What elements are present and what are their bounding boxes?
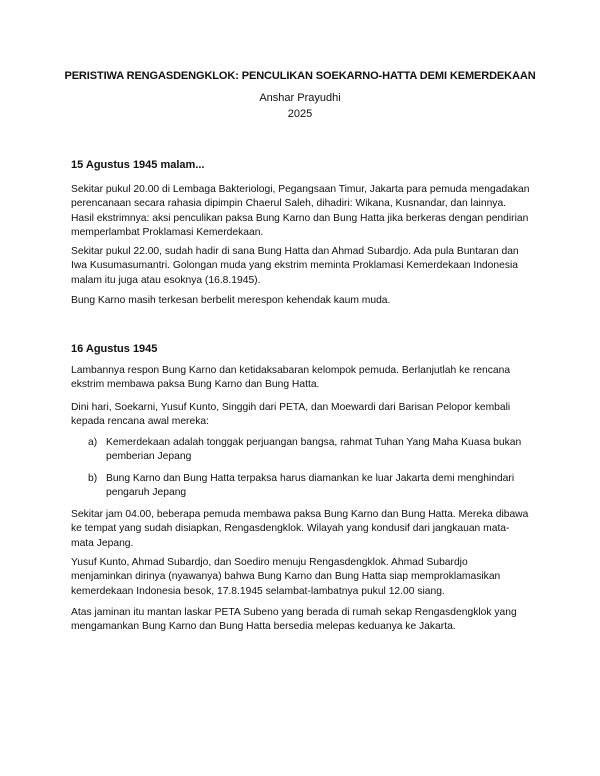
paragraph: Bung Karno masih terkesan berbelit merespon kehendak kaum muda. bbox=[71, 295, 391, 306]
list-marker: b) bbox=[88, 473, 98, 484]
list-item bbox=[88, 436, 528, 465]
paragraph: Dini hari, Soekarni, Yusuf Kunto, Singgih dari PETA, dan Moewardi dari Barisan Pelopor kembali kepada rencana awal mereka: bbox=[71, 402, 511, 428]
paragraph: Sekitar pukul 22.00, sudah hadir di sana Bung Hatta dan Ahmad Subardjo. Ada pula Buntaran dan Iwa Kusumasumantri. Golongan muda yang ekstrim meminta Proklamasi Kemerdekaan Indonesia malam itu juga atau esoknya (16.8.1945). bbox=[71, 246, 519, 286]
list-item bbox=[88, 472, 528, 501]
list-item-text: Bung Karno dan Bung Hatta terpaksa harus diamankan ke luar Jakarta demi menghindari pengaruh Jepang bbox=[106, 473, 515, 499]
list-marker: a) bbox=[88, 437, 98, 448]
paragraph: Yusuf Kunto, Ahmad Subardjo, dan Soediro menuju Rengasdengklok. Ahmad Subardjo menjaminkan dirinya (nyawanya) bahwa Bung Karno dan Bung Hatta siap memproklamasikan kemerdekaan Indonesia besok, 17.8.1945 selambat-lambatnya pukul 12.00 siang. bbox=[71, 557, 501, 597]
section-heading-15-agustus: 15 Agustus 1945 malam... bbox=[71, 159, 205, 171]
document-title: PERISTIWA RENGASDENGKLOK: PENCULIKAN SOEKARNO-HATTA DEMI KEMERDEKAAN bbox=[64, 70, 536, 82]
paragraph: Sekitar jam 04.00, beberapa pemuda membawa paksa Bung Karno dan Bung Hatta. Mereka dibawa ke tempat yang sudah disiapkan, Rengasdengklok. Wilayah yang kondusif dari jangkauan mata-mata Jepang. bbox=[71, 509, 529, 549]
list-item-text: Kemerdekaan adalah tonggak perjuangan bangsa, rahmat Tuhan Yang Maha Kuasa bukan pemberian Jepang bbox=[106, 437, 522, 463]
paragraph: Atas jaminan itu mantan laskar PETA Subeno yang berada di rumah sekap Rengasdengklok yang mengamankan Bung Karno dan Bung Hatta bersedia melepas keduanya ke Jakarta. bbox=[71, 607, 517, 633]
publication-year: 2025 bbox=[287, 108, 313, 120]
section-heading-16-agustus: 16 Agustus 1945 bbox=[71, 343, 158, 355]
paragraph: Lambannya respon Bung Karno dan ketidaksabaran kelompok pemuda. Berlanjutlah ke rencana ekstrim membawa paksa Bung Karno dan Bung Hatta. bbox=[71, 365, 511, 391]
paragraph: Sekitar pukul 20.00 di Lembaga Bakteriologi, Pegangsaan Timur, Jakarta para pemuda mengadakan perencanaan secara rahasia dipimpin Chaerul Saleh, dihadiri: Wikana, Kusnandar, dan lainnya. Hasil ekstrimnya: aksi penculikan paksa Bung Karno dan Bung Hatta jika berkeras dengan pendirian memperlambat Proklamasi Kemerdekaan. bbox=[71, 184, 530, 239]
author-name: Anshar Prayudhi bbox=[259, 92, 341, 104]
